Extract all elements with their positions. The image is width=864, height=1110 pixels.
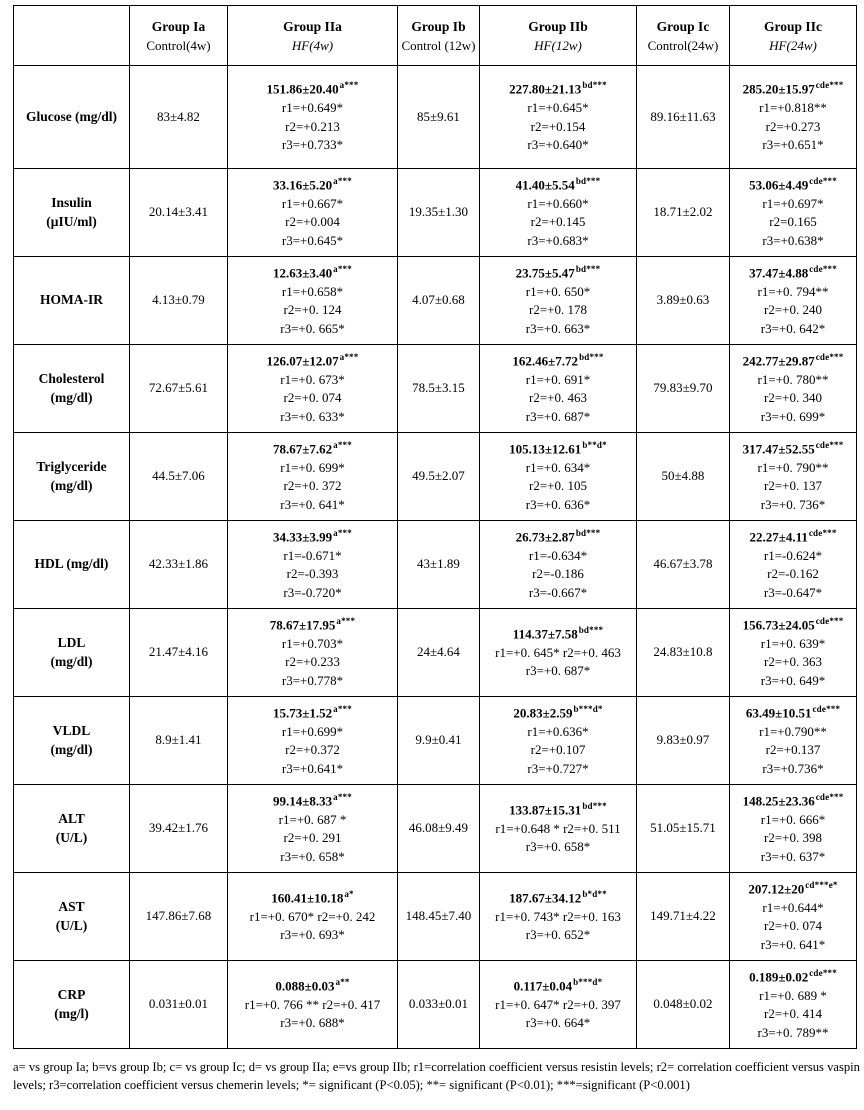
correlation-line: r2=-0.186 bbox=[532, 566, 584, 582]
correlation-line: r2=+0. 137 bbox=[764, 478, 822, 494]
hf-value-cell bbox=[480, 257, 637, 345]
correlation-line: r2=+0.145 bbox=[530, 214, 586, 230]
group-subtitle: HF(12w) bbox=[534, 37, 582, 53]
correlation-line: r3=+0. 641* bbox=[760, 936, 826, 952]
correlation-line: r3=+0.638* bbox=[762, 232, 824, 248]
significance-superscript: b**d* bbox=[582, 439, 607, 450]
hf-value-cell bbox=[480, 433, 637, 521]
correlation-line: r2=+0. 398 bbox=[764, 830, 822, 846]
correlation-line: r1=+0. 790** bbox=[757, 459, 829, 475]
hf-value-cell bbox=[730, 609, 857, 697]
mean-value: $0.088\pm 0.03^{a**}$ bbox=[275, 977, 350, 994]
column-header bbox=[228, 6, 398, 66]
control-value-cell: 72.67±5.61 bbox=[130, 345, 228, 433]
hf-value-cell bbox=[228, 169, 398, 257]
control-value-cell: 50±4.88 bbox=[637, 433, 730, 521]
row-label bbox=[14, 609, 130, 697]
correlation-line: r3=+0. 699* bbox=[760, 408, 826, 424]
correlation-line: r1=+0.644* bbox=[762, 899, 824, 915]
row-label-line: (U/L) bbox=[55, 917, 88, 933]
mean-value: $53.06\pm 4.49^{cde***}$ bbox=[749, 175, 837, 193]
mean-value: $156.73\pm 24.05^{cde***}$ bbox=[742, 615, 844, 633]
row-label-line: (mg/dl) bbox=[50, 477, 93, 493]
row-label-line: (U/L) bbox=[55, 829, 88, 845]
correlation-line: r2=+0. 178 bbox=[529, 302, 587, 318]
significance-superscript: cde*** bbox=[815, 615, 844, 626]
correlation-line: r3=+0.736* bbox=[762, 760, 824, 776]
hf-value-cell bbox=[730, 961, 857, 1049]
correlation-line: r1=+0.648 * r2=+0. 511 bbox=[495, 820, 621, 836]
significance-superscript: cde*** bbox=[809, 967, 837, 978]
group-name: Group Ic bbox=[656, 18, 710, 34]
correlation-line: r3=+0. 633* bbox=[280, 408, 345, 424]
significance-superscript: a** bbox=[335, 977, 350, 988]
correlation-line: r2=+0. 074 bbox=[283, 390, 342, 406]
hf-value-cell bbox=[730, 873, 857, 961]
hf-value-cell bbox=[228, 873, 398, 961]
correlation-line: r1=-0.624* bbox=[763, 547, 823, 563]
hf-value-cell bbox=[730, 345, 857, 433]
correlation-line: r2=+0. 414 bbox=[764, 1006, 822, 1022]
control-value-cell: 42.33±1.86 bbox=[130, 521, 228, 609]
row-label-line: (μIU/ml) bbox=[46, 213, 97, 229]
significance-superscript: a* bbox=[344, 889, 354, 900]
mean-value: $187.67\pm 34.12^{b*d**}$ bbox=[509, 889, 607, 906]
correlation-line: r1=+0.697* bbox=[762, 195, 824, 211]
significance-superscript: bd*** bbox=[575, 527, 601, 538]
control-value-cell: 46.67±3.78 bbox=[637, 521, 730, 609]
correlation-line: r2=+0. 074 bbox=[764, 918, 822, 934]
table-row bbox=[14, 169, 857, 257]
correlation-line: r2=+0.137 bbox=[765, 742, 821, 758]
correlation-line: r1=+0. 794** bbox=[757, 283, 829, 299]
correlation-line: r3=+0.683* bbox=[527, 232, 589, 248]
correlation-line: r3=+0. 687* bbox=[525, 663, 591, 679]
significance-superscript: bd*** bbox=[579, 351, 604, 362]
mean-value: $23.75\pm 5.47^{bd***}$ bbox=[515, 263, 601, 281]
correlation-line: r2=+0.372 bbox=[285, 742, 340, 758]
group-subtitle: Control(4w) bbox=[146, 37, 211, 53]
correlation-line: r3=+0.733* bbox=[281, 137, 344, 153]
row-label-line: (mg/l) bbox=[54, 1005, 89, 1021]
hf-value-cell bbox=[228, 961, 398, 1049]
significance-superscript: bd*** bbox=[575, 175, 601, 186]
row-label-line: HOMA-IR bbox=[40, 292, 103, 308]
correlation-line: r1=+0. 666* bbox=[760, 811, 826, 827]
mean-value: $12.63\pm 3.40^{a***}$ bbox=[273, 263, 352, 281]
hf-value-cell bbox=[228, 785, 398, 873]
correlation-line: r1=+0.790** bbox=[759, 723, 827, 739]
header-row bbox=[14, 6, 857, 66]
correlation-line: r3=+0.640* bbox=[527, 137, 589, 153]
mean-value: $34.33\pm 3.99^{a***}$ bbox=[273, 527, 352, 545]
correlation-line: r1=+0. 650* bbox=[525, 283, 591, 299]
correlation-line: r3=+0. 693* bbox=[280, 927, 345, 943]
table-row bbox=[14, 257, 857, 345]
significance-superscript: cde*** bbox=[809, 263, 837, 274]
correlation-line: r3=+0. 636* bbox=[525, 496, 591, 512]
correlation-line: r2=+0. 463 bbox=[529, 390, 587, 406]
mean-value: $242.77\pm 29.87^{cde***}$ bbox=[742, 351, 844, 369]
correlation-line: r1=+0.667* bbox=[281, 195, 344, 211]
mean-value: $37.47\pm 4.88^{cde***}$ bbox=[749, 263, 837, 281]
significance-superscript: a*** bbox=[339, 80, 359, 91]
significance-superscript: bd*** bbox=[582, 801, 607, 812]
hf-value-cell bbox=[480, 521, 637, 609]
row-label bbox=[14, 961, 130, 1049]
correlation-line: r2=0.165 bbox=[769, 214, 817, 230]
correlation-line: r3=+0.778* bbox=[281, 672, 344, 688]
table-row bbox=[14, 697, 857, 785]
correlation-line: r2=+0.107 bbox=[530, 742, 586, 758]
results-table bbox=[13, 5, 857, 1049]
control-value-cell: 19.35±1.30 bbox=[398, 169, 480, 257]
significance-superscript: a*** bbox=[333, 703, 352, 714]
significance-superscript: a*** bbox=[333, 527, 352, 538]
control-value-cell: 44.5±7.06 bbox=[130, 433, 228, 521]
correlation-line: r3=+0. 664* bbox=[525, 1015, 591, 1031]
table-row bbox=[14, 961, 857, 1049]
correlation-line: r2=-0.162 bbox=[767, 566, 819, 582]
mean-value: $148.25\pm 23.36^{cde***}$ bbox=[742, 791, 844, 809]
significance-superscript: bd*** bbox=[575, 263, 601, 274]
row-label-line: Triglyceride bbox=[36, 458, 107, 474]
row-label-line: Cholesterol bbox=[38, 370, 105, 386]
correlation-line: r1=-0.671* bbox=[283, 547, 342, 563]
hf-value-cell bbox=[730, 257, 857, 345]
significance-superscript: cde*** bbox=[808, 527, 837, 538]
correlation-line: r3=-0.720* bbox=[283, 584, 342, 600]
column-header bbox=[637, 6, 730, 66]
correlation-line: r1=+0.645* bbox=[527, 100, 589, 116]
correlation-line: r1=+0. 689 * bbox=[759, 987, 827, 1003]
row-label-line: (mg/dl) bbox=[50, 741, 93, 757]
control-value-cell: 149.71±4.22 bbox=[637, 873, 730, 961]
correlation-line: r1=+0. 673* bbox=[280, 371, 345, 387]
correlation-line: r2=+0. 240 bbox=[764, 302, 822, 318]
significance-superscript: cde*** bbox=[815, 80, 844, 91]
mean-value: $0.117\pm 0.04^{b***d*}$ bbox=[513, 977, 603, 994]
hf-value-cell bbox=[730, 169, 857, 257]
correlation-line: r3=+0. 665* bbox=[280, 320, 345, 336]
control-value-cell: 8.9±1.41 bbox=[130, 697, 228, 785]
table-row bbox=[14, 433, 857, 521]
control-value-cell: 85±9.61 bbox=[398, 66, 480, 169]
correlation-line: r1=+0.660* bbox=[527, 195, 589, 211]
row-label bbox=[14, 785, 130, 873]
mean-value: $26.73\pm 2.87^{bd***}$ bbox=[515, 527, 601, 545]
control-value-cell: 78.5±3.15 bbox=[398, 345, 480, 433]
table-row bbox=[14, 609, 857, 697]
correlation-line: r3=-0.667* bbox=[528, 584, 588, 600]
significance-superscript: b***d* bbox=[573, 977, 603, 988]
row-label-line: HDL (mg/dl) bbox=[34, 556, 109, 572]
correlation-line: r2=+0. 291 bbox=[283, 830, 342, 846]
row-label bbox=[14, 521, 130, 609]
correlation-line: r3=+0. 642* bbox=[760, 320, 826, 336]
corner-cell bbox=[14, 6, 130, 66]
control-value-cell: 4.07±0.68 bbox=[398, 257, 480, 345]
group-name: Group IIa bbox=[283, 18, 342, 34]
hf-value-cell bbox=[480, 785, 637, 873]
row-label-line: Insulin bbox=[51, 194, 92, 210]
correlation-line: r1=+0. 639* bbox=[760, 635, 826, 651]
control-value-cell: 79.83±9.70 bbox=[637, 345, 730, 433]
significance-superscript: cde*** bbox=[812, 703, 841, 714]
column-header bbox=[398, 6, 480, 66]
control-value-cell: 4.13±0.79 bbox=[130, 257, 228, 345]
mean-value: $227.80\pm 21.13^{bd***}$ bbox=[509, 80, 607, 97]
row-label-line: LDL bbox=[57, 634, 86, 650]
hf-value-cell bbox=[228, 433, 398, 521]
hf-value-cell bbox=[480, 873, 637, 961]
control-value-cell: 18.71±2.02 bbox=[637, 169, 730, 257]
table-row bbox=[14, 785, 857, 873]
mean-value: $78.67\pm 7.62^{a***}$ bbox=[273, 439, 352, 457]
significance-superscript: a*** bbox=[333, 439, 352, 450]
group-subtitle: HF(4w) bbox=[291, 37, 334, 53]
hf-value-cell bbox=[228, 609, 398, 697]
mean-value: $99.14\pm 8.33^{a***}$ bbox=[273, 791, 352, 809]
correlation-line: r3=+0. 736* bbox=[760, 496, 826, 512]
mean-value: $133.87\pm 15.31^{bd***}$ bbox=[509, 801, 607, 818]
control-value-cell: 0.033±0.01 bbox=[398, 961, 480, 1049]
control-value-cell: 9.9±0.41 bbox=[398, 697, 480, 785]
correlation-line: r2=+0.213 bbox=[285, 118, 340, 134]
mean-value: $0.189\pm 0.02^{cde***}$ bbox=[749, 967, 837, 985]
correlation-line: r3=+0.645* bbox=[281, 232, 344, 248]
mean-value: $41.40\pm 5.54^{bd***}$ bbox=[515, 175, 601, 193]
mean-value: $162.46\pm 7.72^{bd***}$ bbox=[512, 351, 604, 369]
mean-value: $78.67\pm 17.95^{a***}$ bbox=[269, 615, 356, 633]
correlation-line: r2=+0. 340 bbox=[764, 390, 822, 406]
significance-superscript: a*** bbox=[333, 791, 352, 802]
hf-value-cell bbox=[480, 345, 637, 433]
control-value-cell: 24±4.64 bbox=[398, 609, 480, 697]
column-header bbox=[130, 6, 228, 66]
hf-value-cell bbox=[480, 66, 637, 169]
correlation-line: r3=+0. 658* bbox=[525, 839, 591, 855]
mean-value: $22.27\pm 4.11^{cde***}$ bbox=[749, 527, 837, 545]
group-subtitle: HF(24w) bbox=[769, 37, 817, 53]
correlation-line: r3=+0. 637* bbox=[760, 848, 826, 864]
row-label bbox=[14, 169, 130, 257]
correlation-line: r2=+0. 363 bbox=[764, 654, 822, 670]
hf-value-cell bbox=[228, 66, 398, 169]
significance-superscript: cd***e* bbox=[805, 879, 838, 890]
significance-superscript: cde*** bbox=[815, 439, 844, 450]
significance-superscript: b***d* bbox=[573, 703, 603, 714]
control-value-cell: 46.08±9.49 bbox=[398, 785, 480, 873]
group-name: Group Ib bbox=[411, 18, 466, 34]
hf-value-cell bbox=[480, 169, 637, 257]
control-value-cell: 148.45±7.40 bbox=[398, 873, 480, 961]
control-value-cell: 21.47±4.16 bbox=[130, 609, 228, 697]
table-row bbox=[14, 345, 857, 433]
correlation-line: r1=+0.699* bbox=[281, 723, 344, 739]
control-value-cell: 51.05±15.71 bbox=[637, 785, 730, 873]
correlation-line: r3=+0.727* bbox=[527, 760, 589, 776]
mean-value: $20.83\pm 2.59^{b***d*}$ bbox=[513, 703, 603, 721]
hf-value-cell bbox=[228, 697, 398, 785]
significance-superscript: cde*** bbox=[815, 351, 844, 362]
correlation-line: r1=+0. 766 ** r2=+0. 417 bbox=[244, 996, 381, 1012]
hf-value-cell bbox=[730, 697, 857, 785]
significance-superscript: bd*** bbox=[582, 80, 607, 91]
correlation-line: r3=+0. 687* bbox=[525, 408, 591, 424]
group-subtitle: Control(24w) bbox=[647, 37, 719, 53]
significance-superscript: cde*** bbox=[809, 175, 837, 186]
row-label-line: (mg/dl) bbox=[50, 389, 93, 405]
table-row bbox=[14, 873, 857, 961]
correlation-line: r3=+0. 649* bbox=[760, 672, 826, 688]
hf-value-cell bbox=[480, 697, 637, 785]
row-label bbox=[14, 345, 130, 433]
correlation-line: r1=+0.703* bbox=[281, 635, 344, 651]
group-name: Group IIc bbox=[764, 18, 822, 34]
correlation-line: r1=+0. 687 * bbox=[278, 811, 347, 827]
hf-value-cell bbox=[228, 345, 398, 433]
control-value-cell: 39.42±1.76 bbox=[130, 785, 228, 873]
footnote: a= vs group Ia; b=vs group Ib; c= vs group Ic; d= vs group IIa; e=vs group IIb; r1=correlation coefficient versus resistin levels; r2= correlation coefficient versus vaspin levels; r3=correlation coefficient versus chemerin levels; *= significant (P<0.05); **= significant (P<0.01); ***=significant (P<0.001) bbox=[13, 1060, 860, 1093]
correlation-line: r3=+0. 688* bbox=[280, 1015, 345, 1031]
mean-value: $63.49\pm 10.51^{cde***}$ bbox=[745, 703, 841, 721]
significance-superscript: a*** bbox=[333, 175, 352, 186]
correlation-line: r3=+0. 652* bbox=[525, 927, 591, 943]
correlation-line: r1=+0. 691* bbox=[525, 371, 591, 387]
correlation-line: r2=-0.393 bbox=[286, 566, 339, 582]
row-label-line: (mg/dl) bbox=[50, 653, 93, 669]
mean-value: $151.86\pm 20.40^{a***}$ bbox=[266, 80, 359, 97]
control-value-cell: 24.83±10.8 bbox=[637, 609, 730, 697]
hf-value-cell bbox=[480, 609, 637, 697]
row-label bbox=[14, 433, 130, 521]
mean-value: $33.16\pm 5.20^{a***}$ bbox=[273, 175, 352, 193]
row-label bbox=[14, 66, 130, 169]
row-label-line: CRP bbox=[57, 986, 86, 1002]
mean-value: $105.13\pm 12.61^{b**d*}$ bbox=[509, 439, 607, 457]
correlation-line: r1=-0.634* bbox=[528, 547, 588, 563]
correlation-line: r2=+0. 124 bbox=[283, 302, 342, 318]
correlation-line: r3=+0. 658* bbox=[280, 848, 345, 864]
correlation-line: r1=+0. 647* r2=+0. 397 bbox=[495, 996, 621, 1012]
correlation-line: r2=+0.154 bbox=[530, 118, 586, 134]
correlation-line: r3=+0.651* bbox=[762, 137, 824, 153]
group-subtitle: Control (12w) bbox=[401, 37, 476, 53]
mean-value: $160.41\pm 10.18^{a*}$ bbox=[271, 889, 354, 906]
significance-superscript: a*** bbox=[333, 263, 352, 274]
mean-value: $285.20\pm 15.97^{cde***}$ bbox=[742, 80, 844, 97]
row-label bbox=[14, 873, 130, 961]
correlation-line: r2=+0.233 bbox=[285, 654, 340, 670]
row-label-line: VLDL bbox=[52, 722, 91, 738]
row-label-line: ALT bbox=[58, 810, 85, 826]
hf-value-cell bbox=[730, 785, 857, 873]
hf-value-cell bbox=[480, 961, 637, 1049]
control-value-cell: 0.031±0.01 bbox=[130, 961, 228, 1049]
mean-value: $207.12\pm 20^{cd***e*}$ bbox=[748, 879, 838, 897]
table-row bbox=[14, 521, 857, 609]
significance-superscript: bd*** bbox=[578, 625, 604, 636]
table-row bbox=[14, 66, 857, 169]
control-value-cell: 0.048±0.02 bbox=[637, 961, 730, 1049]
row-label-line: Glucose (mg/dl) bbox=[25, 108, 118, 124]
control-value-cell: 49.5±2.07 bbox=[398, 433, 480, 521]
correlation-line: r3=+0. 641* bbox=[280, 496, 345, 512]
significance-superscript: b*d** bbox=[582, 889, 607, 900]
control-value-cell: 20.14±3.41 bbox=[130, 169, 228, 257]
column-header bbox=[730, 6, 857, 66]
correlation-line: r3=-0.647* bbox=[763, 584, 823, 600]
correlation-line: r1=+0.636* bbox=[527, 723, 589, 739]
correlation-line: r1=+0.818** bbox=[759, 100, 827, 116]
significance-superscript: cde*** bbox=[815, 791, 844, 802]
correlation-line: r3=+0. 663* bbox=[525, 320, 591, 336]
control-value-cell: 89.16±11.63 bbox=[637, 66, 730, 169]
correlation-line: r1=+0.658* bbox=[281, 283, 344, 299]
row-label bbox=[14, 257, 130, 345]
control-value-cell: 147.86±7.68 bbox=[130, 873, 228, 961]
hf-value-cell bbox=[228, 257, 398, 345]
control-value-cell: 43±1.89 bbox=[398, 521, 480, 609]
significance-superscript: a*** bbox=[336, 615, 356, 626]
column-header bbox=[480, 6, 637, 66]
correlation-line: r2=+0.273 bbox=[765, 118, 821, 134]
correlation-line: r2=+0.004 bbox=[285, 214, 340, 230]
mean-value: $15.73\pm 1.52^{a***}$ bbox=[273, 703, 352, 721]
row-label bbox=[14, 697, 130, 785]
mean-value: $114.37\pm 7.58^{bd***}$ bbox=[512, 625, 604, 642]
hf-value-cell bbox=[730, 66, 857, 169]
correlation-line: r2=+0. 372 bbox=[283, 478, 342, 494]
hf-value-cell bbox=[228, 521, 398, 609]
hf-value-cell bbox=[730, 433, 857, 521]
correlation-line: r2=+0. 105 bbox=[529, 478, 587, 494]
correlation-line: r3=+0.641* bbox=[281, 760, 344, 776]
correlation-line: r1=+0. 743* r2=+0. 163 bbox=[495, 908, 621, 924]
correlation-line: r1=+0. 780** bbox=[757, 371, 829, 387]
correlation-line: r1=+0. 645* r2=+0. 463 bbox=[495, 644, 621, 660]
correlation-line: r3=+0. 789** bbox=[757, 1024, 829, 1040]
control-value-cell: 3.89±0.63 bbox=[637, 257, 730, 345]
hf-value-cell bbox=[730, 521, 857, 609]
correlation-line: r1=+0.649* bbox=[281, 100, 344, 116]
row-label-line: AST bbox=[58, 898, 85, 914]
correlation-line: r1=+0. 670* r2=+0. 242 bbox=[249, 908, 376, 924]
mean-value: $126.07\pm 12.07^{a***}$ bbox=[266, 351, 359, 369]
control-value-cell: 9.83±0.97 bbox=[637, 697, 730, 785]
group-name: Group IIb bbox=[528, 18, 588, 34]
mean-value: $317.47\pm 52.55^{cde***}$ bbox=[742, 439, 844, 457]
correlation-line: r1=+0. 634* bbox=[525, 459, 591, 475]
control-value-cell: 83±4.82 bbox=[130, 66, 228, 169]
correlation-line: r1=+0. 699* bbox=[280, 459, 345, 475]
group-name: Group Ia bbox=[151, 18, 206, 34]
significance-superscript: a*** bbox=[339, 351, 359, 362]
